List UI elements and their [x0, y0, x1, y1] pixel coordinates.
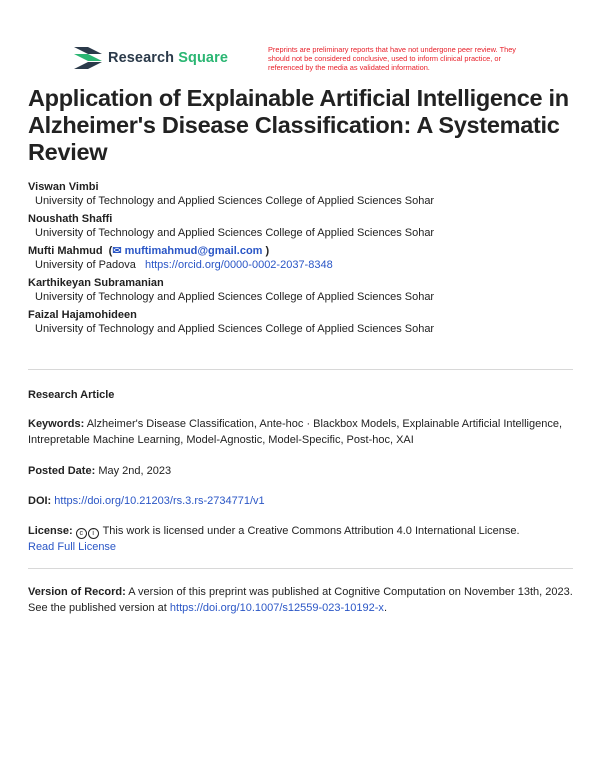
corresponding-author: Mufti Mahmud (✉ muftimahmud@gmail.com ): [28, 245, 270, 257]
research-square-logo[interactable]: [74, 47, 228, 69]
preprint-disclaimer: Preprints are preliminary reports that have not undergone peer review. They should not be considered conclusive, used to inform clinical practice, or referenced by the media as validated information.: [268, 45, 516, 72]
author-list: [28, 180, 578, 340]
article-type: Research Article: [28, 389, 115, 401]
published-version-link[interactable]: https://doi.org/10.1007/s12559-023-10192-x: [169, 602, 384, 614]
author-affiliation: University of Technology and Applied Sciences College of Applied Sciences Sohar: [35, 227, 435, 239]
author-name: Mufti Mahmud: [28, 245, 103, 257]
section-divider: [28, 369, 573, 370]
author-name: Noushath Shaffi: [28, 213, 113, 225]
research-square-logo-icon: [74, 47, 102, 69]
version-of-record-suffix: .: [383, 602, 387, 614]
section-divider: [28, 568, 573, 569]
logo-text: [108, 50, 228, 66]
logo-text-accent: Square: [178, 50, 228, 66]
by-icon: i: [88, 528, 99, 539]
author-entry: [28, 212, 578, 240]
author-entry: [28, 308, 578, 336]
read-full-license-link[interactable]: Read Full License: [28, 541, 117, 553]
logo-text-main: Research: [108, 50, 175, 66]
version-of-record-block: [28, 584, 573, 616]
author-name: Karthikeyan Subramanian: [28, 277, 164, 289]
author-email-link[interactable]: muftimahmud@gmail.com: [124, 245, 263, 257]
cc-icon: c: [76, 528, 87, 539]
author-affiliation-row: [35, 258, 578, 272]
license-label: License:: [28, 525, 73, 537]
keywords-block: [28, 416, 573, 448]
paper-title: Application of Explainable Artificial Intelligence in Alzheimer's Disease Classification: A Systematic Review: [28, 85, 569, 165]
version-of-record-label: Version of Record:: [28, 586, 126, 598]
email-icon: ✉: [112, 245, 122, 257]
author-affiliation: University of Padova: [35, 259, 136, 271]
posted-date: [28, 463, 573, 479]
author-name: Viswan Vimbi: [28, 181, 99, 193]
author-entry: [28, 244, 578, 272]
posted-date-label: Posted Date:: [28, 465, 96, 477]
keywords-label: Keywords:: [28, 418, 85, 430]
author-affiliation: University of Technology and Applied Sciences College of Applied Sciences Sohar: [35, 291, 435, 303]
author-affiliation: University of Technology and Applied Sciences College of Applied Sciences Sohar: [35, 195, 435, 207]
author-entry: [28, 180, 578, 208]
keywords-value: Alzheimer's Disease Classification, Ante-hoc · Blackbox Models, Explainable Artificial Intelligence, Intrepretable Machine Learning, Model-Agnostic, Model-Specific, Post-hoc, XAI: [28, 418, 563, 446]
license-text: This work is licensed under a Creative Commons Attribution 4.0 International License.: [102, 525, 520, 537]
author-affiliation: University of Technology and Applied Sciences College of Applied Sciences Sohar: [35, 323, 435, 335]
posted-date-value: May 2nd, 2023: [98, 465, 172, 477]
license-block: [28, 523, 573, 555]
version-of-record-text: A version of this preprint was published at Cognitive Computation on November 13th, 2023. See the published version at: [28, 586, 573, 614]
doi-label: DOI:: [28, 495, 52, 507]
doi-block: [28, 493, 573, 509]
doi-link[interactable]: https://doi.org/10.21203/rs.3.rs-2734771/v1: [54, 495, 265, 507]
author-entry: [28, 276, 578, 304]
orcid-link[interactable]: https://orcid.org/0000-0002-2037-8348: [144, 259, 333, 271]
author-name: Faizal Hajamohideen: [28, 309, 137, 321]
